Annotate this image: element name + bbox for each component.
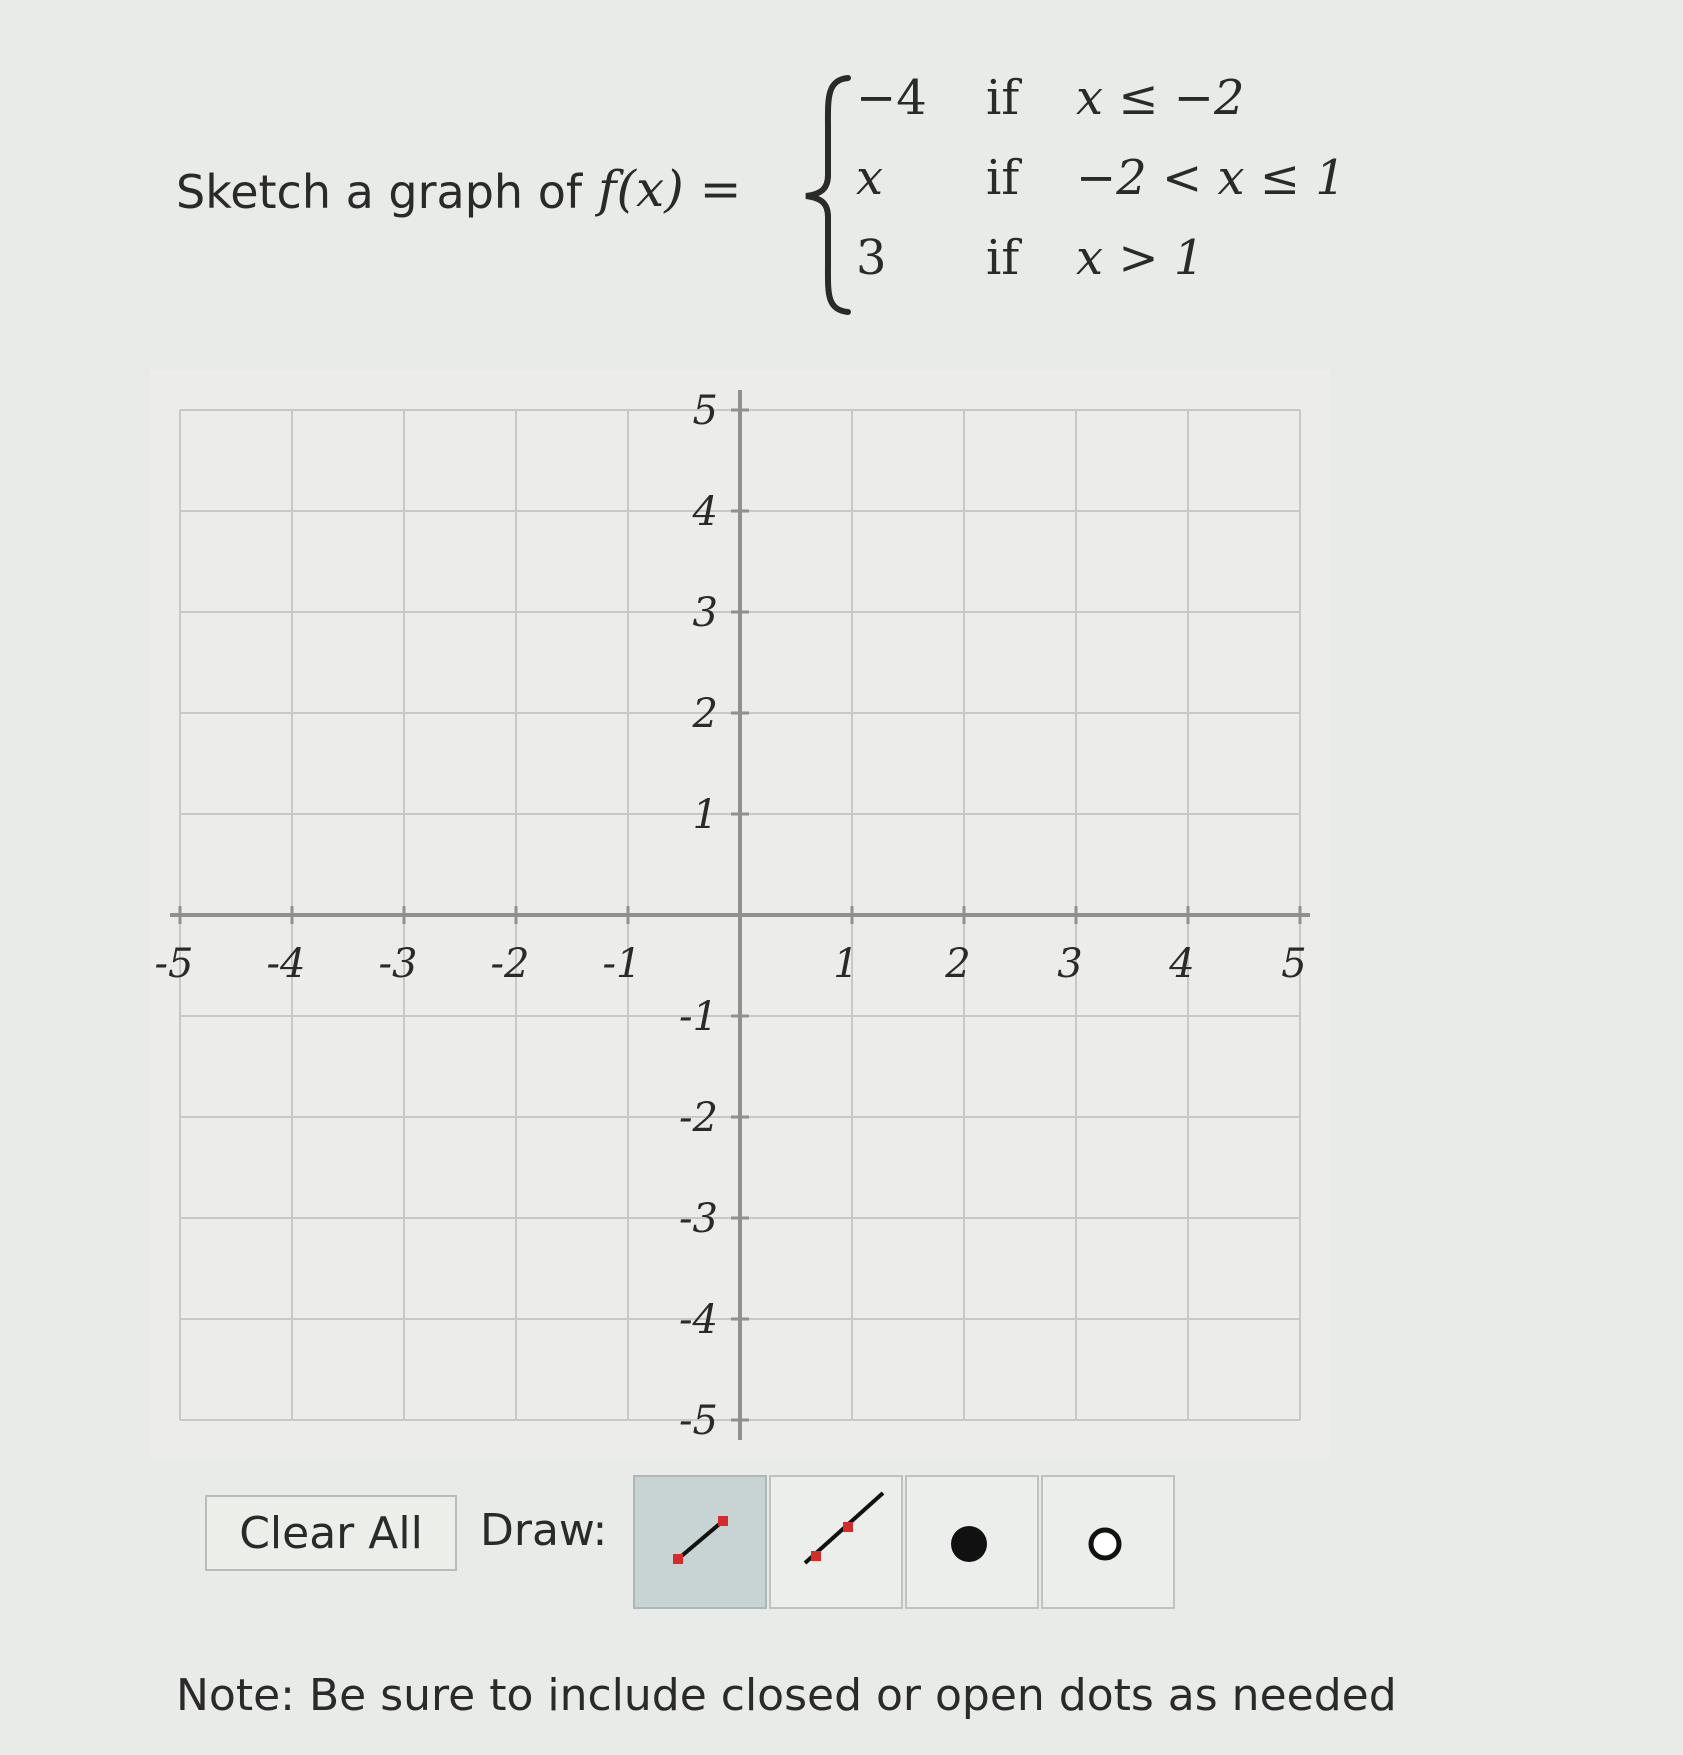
draw-label: Draw: bbox=[480, 1505, 608, 1556]
y-tick-label: 2 bbox=[692, 691, 718, 737]
x-tick-label: 2 bbox=[945, 941, 971, 987]
case-value: 3 bbox=[856, 230, 887, 286]
line-icon bbox=[771, 1477, 901, 1607]
case-if: if bbox=[986, 230, 1020, 286]
y-tick-label: 4 bbox=[692, 489, 718, 535]
x-tick-label: -4 bbox=[266, 941, 306, 987]
x-tick-label: 5 bbox=[1281, 941, 1307, 987]
left-brace bbox=[796, 70, 856, 320]
prompt-text: Sketch a graph of bbox=[176, 165, 583, 219]
case-condition: x > 1 bbox=[1076, 230, 1205, 286]
x-tick-label: -2 bbox=[490, 941, 530, 987]
y-tick-label: 1 bbox=[692, 792, 718, 838]
x-tick-label: 1 bbox=[833, 941, 859, 987]
draw-toolbar bbox=[205, 1475, 1205, 1615]
closed-dot-tool[interactable] bbox=[905, 1475, 1039, 1609]
y-tick-label: -2 bbox=[679, 1095, 718, 1141]
y-tick-label: -5 bbox=[679, 1398, 718, 1444]
case-condition: x ≤ −2 bbox=[1076, 70, 1245, 126]
y-tick-label: 3 bbox=[692, 590, 718, 636]
y-tick-label: -4 bbox=[679, 1297, 718, 1343]
y-tick-label: -1 bbox=[679, 994, 718, 1040]
case-condition: −2 < x ≤ 1 bbox=[1076, 150, 1346, 206]
segment-icon bbox=[635, 1477, 765, 1607]
line-tool[interactable] bbox=[769, 1475, 903, 1609]
note-text: Note: Be sure to include closed or open dots as needed bbox=[176, 1670, 1397, 1721]
x-tick-label: 3 bbox=[1057, 941, 1083, 987]
open-dot-tool[interactable] bbox=[1041, 1475, 1175, 1609]
graph-canvas[interactable] bbox=[150, 370, 1330, 1460]
case-if: if bbox=[986, 150, 1020, 206]
question-prompt bbox=[176, 70, 1476, 320]
case-value: −4 bbox=[856, 70, 927, 126]
segment-tool[interactable] bbox=[633, 1475, 767, 1609]
clear-all-button[interactable]: Clear All bbox=[205, 1495, 457, 1571]
open-dot-icon bbox=[1043, 1477, 1173, 1607]
x-tick-label: 4 bbox=[1169, 941, 1195, 987]
y-tick-label: -3 bbox=[679, 1196, 718, 1242]
case-if: if bbox=[986, 70, 1020, 126]
case-value: x bbox=[856, 150, 884, 206]
x-tick-label: -5 bbox=[154, 941, 194, 987]
x-tick-label: -1 bbox=[602, 941, 642, 987]
closed-dot-icon bbox=[907, 1477, 1037, 1607]
y-tick-label: 5 bbox=[692, 388, 718, 434]
x-tick-label: -3 bbox=[378, 941, 418, 987]
function-label: f(x) = bbox=[598, 160, 742, 218]
